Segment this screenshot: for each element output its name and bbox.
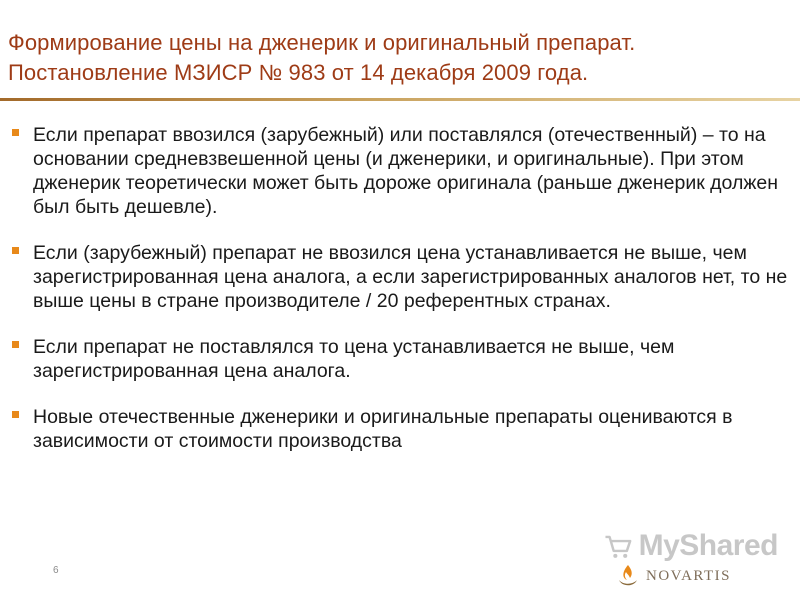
square-bullet-icon <box>12 411 19 418</box>
shopping-cart-icon <box>603 528 633 564</box>
novartis-flame-icon <box>616 563 640 589</box>
bullet-item <box>12 405 792 453</box>
bullet-item <box>12 241 792 313</box>
bullet-text: Новые отечественные дженерики и оригинальные препараты оцениваются в зависимости от стоимости производства <box>33 406 733 452</box>
bullet-item <box>12 123 792 219</box>
title-line-1: Формирование цены на дженерик и оригинальный препарат. <box>8 30 636 55</box>
bullet-item <box>12 335 792 383</box>
bullet-list <box>12 123 792 475</box>
watermark-text: MyShared <box>638 529 778 562</box>
bullet-text: Если препарат не поставлялся то цена устанавливается не выше, чем зарегистрированная цена аналога. <box>33 336 675 382</box>
novartis-logo <box>616 562 731 590</box>
square-bullet-icon <box>12 247 19 254</box>
bullet-text: Если препарат ввозился (зарубежный) или поставлялся (отечественный) – то на основании средневзвешенной цены (и дженерики, и оригинальные). При этом дженерик теоретически может быть дороже оригинала (раньше дженерик должен был быть дешевле). <box>33 124 779 218</box>
novartis-wordmark: NOVARTIS <box>646 567 732 584</box>
slide-title <box>8 28 788 88</box>
title-line-2: Постановление МЗИСР № 983 от 14 декабря 2009 года. <box>8 60 589 85</box>
watermark <box>603 526 778 566</box>
bullet-text: Если (зарубежный) препарат не ввозился цена устанавливается не выше, чем зарегистрированная цена аналога, а если зарегистрированных аналогов нет, то не выше цены в стране производителе / 20 референтных странах. <box>33 242 788 312</box>
title-divider <box>0 98 800 101</box>
page-number: 6 <box>53 565 59 576</box>
square-bullet-icon <box>12 341 19 348</box>
square-bullet-icon <box>12 129 19 136</box>
